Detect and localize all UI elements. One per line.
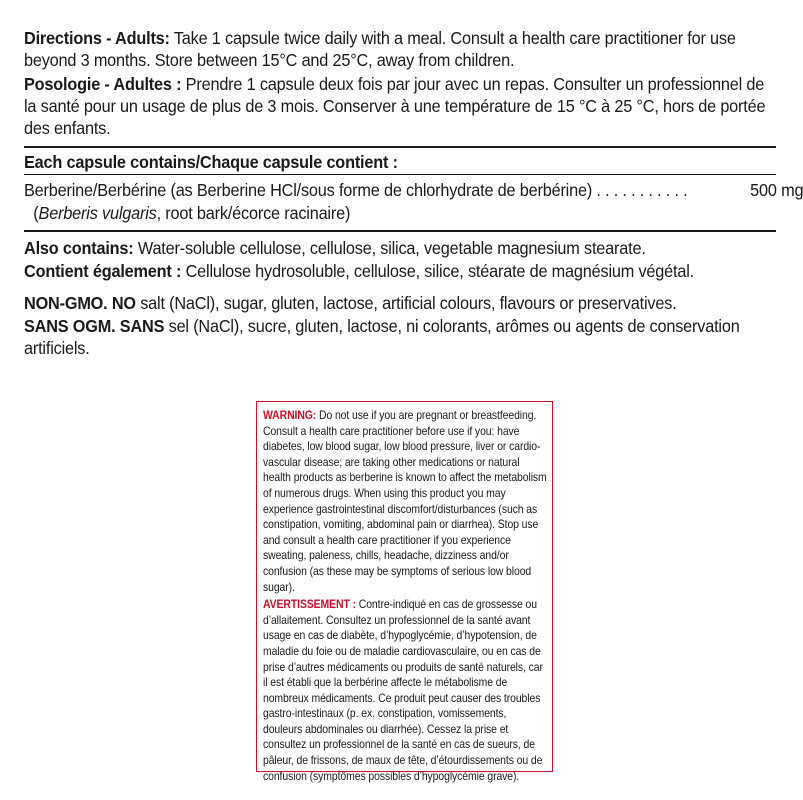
source-rest: , root bark/écorce racinaire)	[156, 203, 351, 223]
also-contains-fr-text: Cellulose hydrosoluble, cellulose, silice, stéarate de magnésium végétal.	[181, 261, 694, 281]
also-contains-en-text: Water-soluble cellulose, cellulose, silica, vegetable magnesium stearate.	[133, 238, 646, 258]
directions-en	[24, 27, 776, 71]
composition-heading	[24, 151, 776, 173]
ingredient-row	[24, 179, 803, 201]
also-contains-en-heading: Also contains:	[24, 238, 134, 258]
divider-thin	[24, 174, 776, 175]
directions-en-heading: Directions - Adults:	[24, 28, 170, 48]
warning-fr-heading: AVERTISSEMENT :	[263, 598, 356, 612]
source-open: (	[33, 203, 39, 223]
divider-top	[24, 146, 776, 148]
warning-fr-text: Contre-indiqué en cas de grossesse ou d’allaitement. Consultez un professionnel de la santé avant usage en cas de diabète, d’hypoglycémie, d’hypotension, de maladie du foie ou de maladie cardiovasculaire, ou en cas de prise d’autres médicaments ou produits de santé naturels, car il est établi que la berbérine affecte le métabolisme de nombreux médicaments. Ce produit peut causer des troubles gastro-intestinaux (p. ex. constipation, vomissements, douleurs abdominales ou diarrhée). Cessez la prise et consultez un professionnel de la santé en cas de sueurs, de pâleur, de frissons, de maux de tête, d’étourdissements ou de confusion (symptômes possibles d’hypoglycémie grave).	[263, 598, 543, 783]
ingredient-source	[24, 202, 776, 224]
directions-fr-heading: Posologie - Adultes :	[24, 74, 182, 94]
also-contains-fr	[24, 260, 776, 282]
claims-en-text: salt (NaCl), sugar, gluten, lactose, artificial colours, flavours or preservatives.	[135, 293, 677, 313]
warning-fr	[263, 597, 547, 784]
composition-heading-text: Each capsule contains/Chaque capsule contient :	[24, 152, 398, 172]
also-contains-fr-heading: Contient également :	[24, 261, 182, 281]
ingredient-amount: 500 mg	[750, 180, 803, 200]
source-species: Berberis vulgaris	[38, 203, 157, 223]
directions-fr-text: Prendre 1 capsule deux fois par jour avec un repas. Consulter un professionnel de la santé pour un usage de plus de 3 mois. Conserver à une température de 15 °C à 25 °C, hors de portée des enfants.	[24, 74, 766, 138]
also-contains-en	[24, 237, 776, 259]
claims-fr	[24, 315, 776, 359]
warning-en-heading: WARNING:	[263, 409, 317, 422]
claims-en	[24, 292, 776, 314]
claims-fr-text: sel (NaCl), sucre, gluten, lactose, ni colorants, arômes ou agents de conservation artificiels.	[24, 316, 740, 358]
directions-fr	[24, 73, 776, 139]
divider-bottom	[24, 230, 776, 232]
ingredient-name: Berberine/Berbérine (as Berberine HCl/sous forme de chlorhydrate de berbérine) . . . . . . . . . . .	[24, 180, 688, 200]
warning-box	[256, 401, 553, 783]
directions-en-text: Take 1 capsule twice daily with a meal. Consult a health care practitioner for use beyond 3 months. Store between 15°C and 25°C, away from children.	[24, 28, 736, 70]
warning-en	[263, 408, 547, 595]
claims-fr-heading: SANS OGM. SANS	[24, 316, 165, 336]
claims-en-heading: NON-GMO. NO	[24, 293, 136, 313]
warning-en-text: Do not use if you are pregnant or breastfeeding. Consult a health care practitioner before use if you: have diabetes, low blood sugar, low blood pressure, liver or cardio-vascular disease; are taking other medications or natural health products as berberine is known to affect the metabolism of numerous drugs. When using this product you may experience gastrointestinal discomfort/disturbances (such as constipation, vomiting, abdominal pain or diarrhea). Stop use and consult a health care practitioner if you experience sweating, paleness, chills, headache, dizziness and/or confusion (as these may be symptoms of serious low blood sugar).	[263, 409, 547, 594]
